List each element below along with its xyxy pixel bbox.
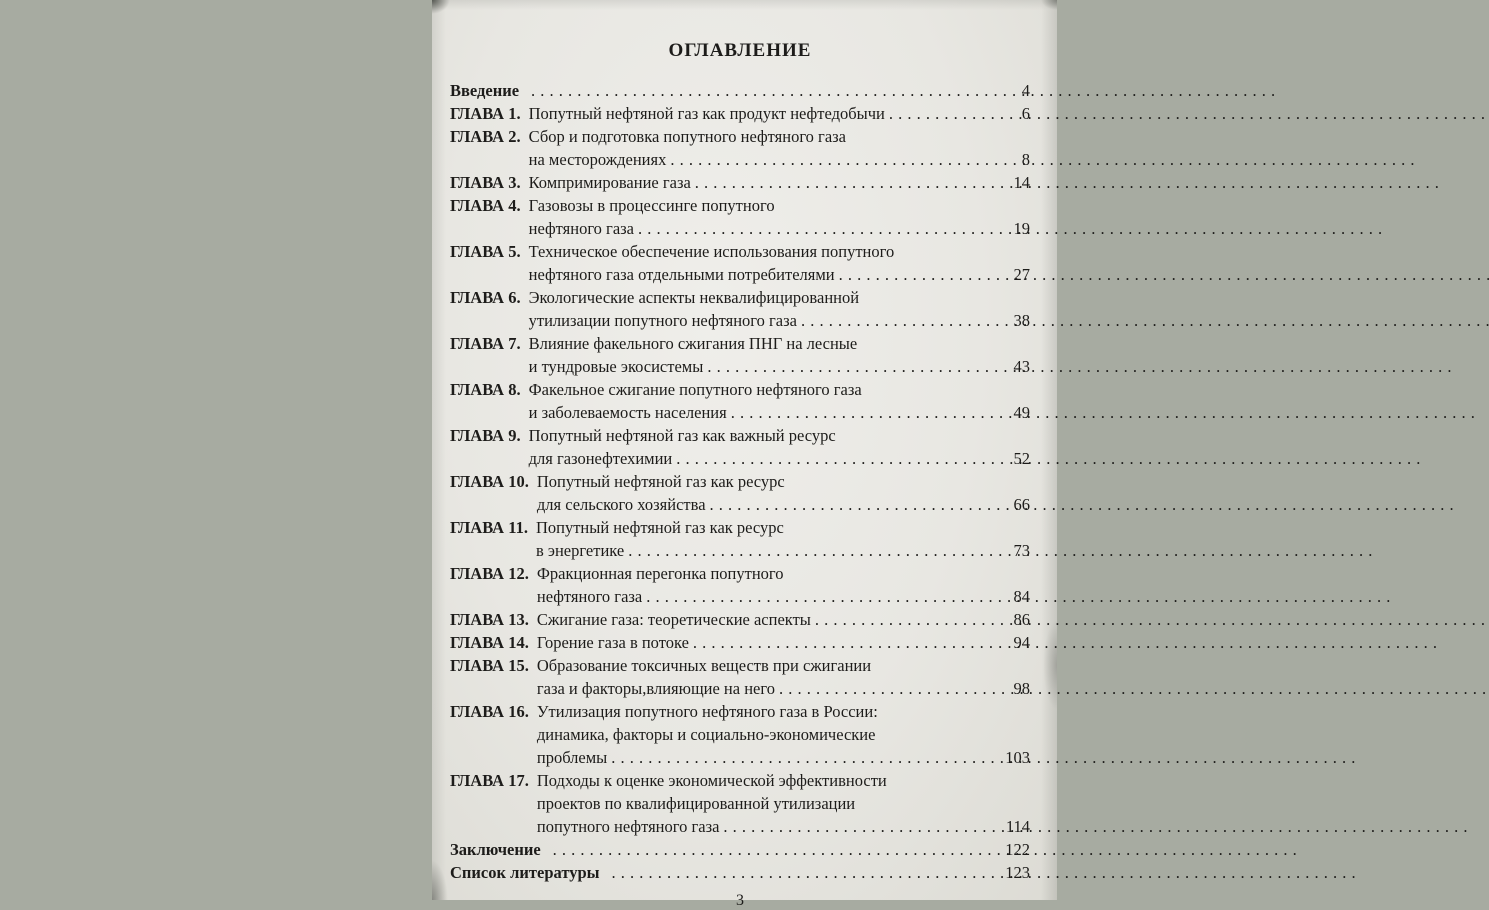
toc-entry-line-text: Попутный нефтяной газ как ресурс xyxy=(536,472,785,491)
toc-entry-line xyxy=(529,378,1030,401)
toc-entry-line-text: нефтяного газа xyxy=(536,587,643,606)
toc-entry-label: ГЛАВА 14. xyxy=(450,633,529,652)
dot-leader xyxy=(646,585,1011,608)
toc-entry-text xyxy=(537,769,1030,838)
toc-entry-label: ГЛАВА 17. xyxy=(450,771,529,790)
toc-entry-line xyxy=(537,700,1030,723)
toc-entry-text xyxy=(537,631,1030,654)
toc-entry-page: 52 xyxy=(1013,449,1030,468)
dot-leader xyxy=(710,493,1012,516)
toc-entry-text xyxy=(537,608,1030,631)
toc-entry-text xyxy=(529,424,1030,470)
toc-entry xyxy=(450,769,1030,838)
toc-entry xyxy=(450,631,1030,654)
toc-entry-page: 98 xyxy=(1013,679,1030,698)
toc-entry xyxy=(450,378,1030,424)
toc-entry xyxy=(450,608,1030,631)
toc-entry-line-text: и заболеваемость населения xyxy=(528,403,727,422)
toc-entry-label: ГЛАВА 4. xyxy=(450,196,521,215)
toc-entry xyxy=(450,654,1030,700)
toc-entry-line xyxy=(529,125,1030,148)
toc-entry-text xyxy=(537,470,1030,516)
toc-entry-page: 43 xyxy=(1013,357,1030,376)
toc-entry-label: ГЛАВА 1. xyxy=(450,104,521,123)
dot-leader xyxy=(670,148,1019,171)
toc-entry-page: 6 xyxy=(1021,104,1030,123)
toc-entry-line xyxy=(527,79,1030,102)
toc-entry-text xyxy=(529,378,1030,424)
toc-entry-text xyxy=(529,194,1030,240)
toc-entry-text xyxy=(536,516,1030,562)
toc-entry-page: 4 xyxy=(1021,81,1030,100)
toc-entry-page: 123 xyxy=(1005,863,1030,882)
toc-entry-label: ГЛАВА 2. xyxy=(450,127,521,146)
toc-entry-label: Заключение xyxy=(450,840,541,859)
toc-entry-page: 86 xyxy=(1013,610,1030,629)
toc-entry-line-text: Компримирование газа xyxy=(528,173,691,192)
toc-entry-line-text: попутного нефтяного газа xyxy=(536,817,720,836)
toc-entry-label: ГЛАВА 3. xyxy=(450,173,521,192)
toc-entry-page: 122 xyxy=(1005,840,1030,859)
dot-leader xyxy=(693,631,1012,654)
toc-entry-label: ГЛАВА 11. xyxy=(450,518,528,537)
dot-leader xyxy=(638,217,1012,240)
toc-entry-label: ГЛАВА 16. xyxy=(450,702,529,721)
toc-entry-text xyxy=(549,838,1030,861)
page-number: 3 xyxy=(736,892,744,909)
toc-entry-label: Введение xyxy=(450,81,520,100)
toc-entry-label: ГЛАВА 13. xyxy=(450,610,529,629)
toc-entry-line xyxy=(529,148,1030,171)
toc-entry-line-text: динамика, факторы и социально-экономические xyxy=(536,725,876,744)
toc-entry-label: ГЛАВА 15. xyxy=(450,656,529,675)
dot-leader xyxy=(695,171,1012,194)
toc-entry-line xyxy=(549,838,1030,861)
toc-entry-line-text: Подходы к оценке экономической эффективности xyxy=(536,771,887,790)
toc-entry-page: 49 xyxy=(1013,403,1030,422)
toc-entry-line-text: газа и факторы,влияющие на него xyxy=(536,679,775,698)
toc-entry-line xyxy=(529,355,1030,378)
toc-entry-page: 38 xyxy=(1013,311,1030,330)
toc-entry-text xyxy=(608,861,1030,884)
dot-leader xyxy=(531,79,1020,102)
toc-entry-line xyxy=(537,723,1030,746)
toc-entry-label: ГЛАВА 9. xyxy=(450,426,521,445)
toc-entry-line xyxy=(537,585,1030,608)
toc-entry-line xyxy=(537,470,1030,493)
toc-entry-line xyxy=(537,792,1030,815)
dot-leader xyxy=(839,263,1012,286)
toc-entry-page: 114 xyxy=(1005,817,1030,836)
toc-entry-line xyxy=(537,562,1030,585)
toc-entry-text xyxy=(537,562,1030,608)
toc-entry-line-text: Газовозы в процессинге попутного xyxy=(528,196,775,215)
toc-entry-line-text: Попутный нефтяной газ как продукт нефтедобычи xyxy=(528,104,885,123)
toc-entry-text xyxy=(529,240,1030,286)
toc-entry-line-text: и тундровые экосистемы xyxy=(528,357,704,376)
toc-entry-line xyxy=(529,401,1030,424)
dot-leader xyxy=(889,102,1020,125)
toc-entry-page: 14 xyxy=(1013,173,1030,192)
toc-entry-line xyxy=(529,171,1030,194)
toc-entry-text xyxy=(529,286,1030,332)
toc-entry-page: 103 xyxy=(1005,748,1030,767)
toc-entry xyxy=(450,470,1030,516)
toc-entry-line xyxy=(537,631,1030,654)
toc-entry-line-text: Утилизация попутного нефтяного газа в России: xyxy=(536,702,878,721)
toc-entry-line xyxy=(529,309,1030,332)
toc-entry-line-text: утилизации попутного нефтяного газа xyxy=(528,311,797,330)
toc-entry-line xyxy=(529,217,1030,240)
toc-entry-line-text: для сельского хозяйства xyxy=(536,495,706,514)
toc-entry xyxy=(450,861,1030,884)
toc-entry-line xyxy=(529,102,1030,125)
toc-entry-line xyxy=(529,286,1030,309)
toc-entry-line xyxy=(537,769,1030,792)
toc-entry xyxy=(450,194,1030,240)
dot-leader xyxy=(628,539,1011,562)
toc-entry-line-text: Экологические аспекты неквалифицированной xyxy=(528,288,860,307)
toc-entry-label: ГЛАВА 5. xyxy=(450,242,521,261)
toc-entry-line xyxy=(537,815,1030,838)
toc-entry-line xyxy=(536,539,1030,562)
toc-entry xyxy=(450,838,1030,861)
toc-entry-line-text: Попутный нефтяной газ как ресурс xyxy=(535,518,784,537)
dot-leader xyxy=(612,861,1004,884)
toc-entry-line-text: нефтяного газа отдельными потребителями xyxy=(528,265,835,284)
toc-entry-page: 94 xyxy=(1013,633,1030,652)
toc-entry-line xyxy=(529,240,1030,263)
toc-entry-text xyxy=(529,171,1030,194)
toc-entry-line xyxy=(529,263,1030,286)
toc-entry-text xyxy=(537,654,1030,700)
toc-entry-line-text: Фракционная перегонка попутного xyxy=(536,564,784,583)
toc-entry-text xyxy=(529,125,1030,171)
toc-entry-line-text: Горение газа в потоке xyxy=(536,633,689,652)
dot-leader xyxy=(723,815,1003,838)
toc-entry xyxy=(450,332,1030,378)
dot-leader xyxy=(676,447,1011,470)
dot-leader xyxy=(779,677,1012,700)
toc-entry-text xyxy=(527,79,1030,102)
toc-entry-text xyxy=(537,700,1030,769)
toc-entry-label: ГЛАВА 10. xyxy=(450,472,529,491)
toc-entry-line-text: проектов по квалифицированной утилизации xyxy=(536,794,856,813)
toc-page xyxy=(432,0,1057,909)
toc-entry xyxy=(450,700,1030,769)
dot-leader xyxy=(815,608,1012,631)
toc-entry-label: ГЛАВА 12. xyxy=(450,564,529,583)
toc-entry-line-text: Попутный нефтяной газ как важный ресурс xyxy=(528,426,836,445)
toc-entry-line xyxy=(529,194,1030,217)
toc-entry-line xyxy=(537,677,1030,700)
dot-leader xyxy=(801,309,1012,332)
toc-entry-line xyxy=(537,746,1030,769)
toc-entry-line-text: Факельное сжигание попутного нефтяного газа xyxy=(528,380,862,399)
toc-entry-line xyxy=(608,861,1030,884)
toc-entry xyxy=(450,125,1030,171)
toc-entry-line-text: проблемы xyxy=(536,748,608,767)
toc-entry-line-text: Влияние факельного сжигания ПНГ на лесные xyxy=(528,334,858,353)
toc-entry xyxy=(450,171,1030,194)
toc-entry-text xyxy=(529,102,1030,125)
toc-entry-line xyxy=(537,654,1030,677)
toc-entry-line xyxy=(536,516,1030,539)
toc-entry-line-text: нефтяного газа xyxy=(528,219,634,238)
toc-entry-line-text: Сбор и подготовка попутного нефтяного газа xyxy=(528,127,846,146)
toc-entry-page: 66 xyxy=(1013,495,1030,514)
toc-entry xyxy=(450,79,1030,102)
toc-entry-text xyxy=(529,332,1030,378)
toc-entry xyxy=(450,102,1030,125)
toc-entry-page: 84 xyxy=(1013,587,1030,606)
toc-entry-page: 27 xyxy=(1013,265,1030,284)
toc-entry-page: 8 xyxy=(1021,150,1030,169)
toc-entry-line xyxy=(537,493,1030,516)
toc-entry-label: ГЛАВА 8. xyxy=(450,380,521,399)
toc-entry xyxy=(450,424,1030,470)
page-title: ОГЛАВЛЕНИЕ xyxy=(668,40,812,61)
toc-entry-label: Список литературы xyxy=(450,863,600,882)
book-page-photo xyxy=(432,0,1057,909)
toc-entry-line-text: в энергетике xyxy=(535,541,625,560)
toc-entry-line xyxy=(529,332,1030,355)
toc-entry-label: ГЛАВА 7. xyxy=(450,334,521,353)
toc-entry-line xyxy=(529,424,1030,447)
toc-entry xyxy=(450,286,1030,332)
toc-entry xyxy=(450,562,1030,608)
dot-leader xyxy=(731,401,1012,424)
toc-list xyxy=(450,79,1030,884)
toc-entry-line-text: Сжигание газа: теоретические аспекты xyxy=(536,610,811,629)
toc-entry-page: 19 xyxy=(1013,219,1030,238)
dot-leader xyxy=(707,355,1011,378)
toc-entry-page: 73 xyxy=(1013,541,1030,560)
toc-entry-line-text: для газонефтехимии xyxy=(528,449,673,468)
toc-entry-line xyxy=(537,608,1030,631)
toc-entry xyxy=(450,240,1030,286)
dot-leader xyxy=(611,746,1003,769)
toc-entry-label: ГЛАВА 6. xyxy=(450,288,521,307)
toc-entry-line-text: Техническое обеспечение использования попутного xyxy=(528,242,895,261)
toc-entry-line xyxy=(529,447,1030,470)
dot-leader xyxy=(553,838,1004,861)
toc-entry-line-text: на месторождениях xyxy=(528,150,667,169)
toc-entry-line-text: Образование токсичных веществ при сжигании xyxy=(536,656,872,675)
toc-entry xyxy=(450,516,1030,562)
